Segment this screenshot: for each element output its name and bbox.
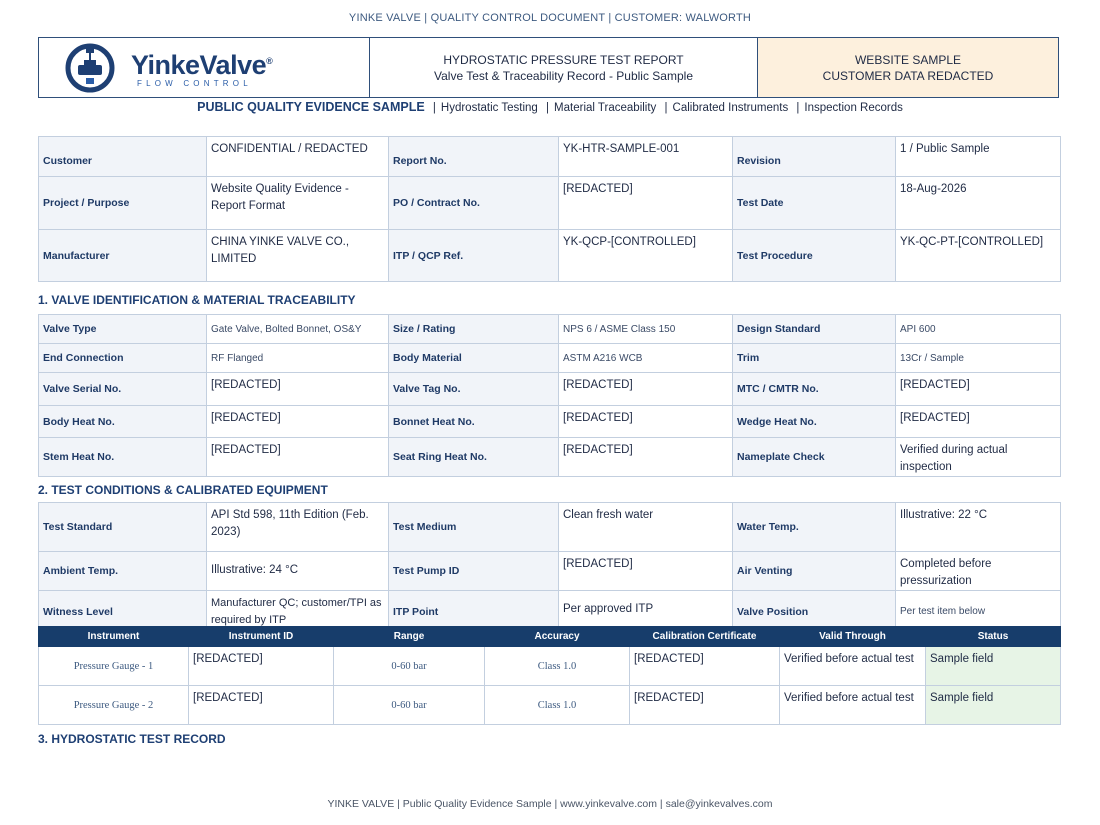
field-value: Per test item below	[896, 591, 1061, 633]
field-label: Valve Tag No.	[389, 373, 559, 406]
sample-notice-cell	[758, 38, 1058, 97]
field-label: PO / Contract No.	[389, 177, 559, 230]
logo-text	[131, 47, 272, 88]
field-value: [REDACTED]	[559, 552, 733, 591]
status-cell: Sample field	[926, 647, 1061, 686]
logo-cell	[39, 38, 370, 97]
field-label: Seat Ring Heat No.	[389, 438, 559, 477]
field-value: [REDACTED]	[896, 406, 1061, 438]
subline-item: Material Traceability	[554, 102, 657, 114]
table-row	[39, 647, 1061, 686]
document-topline: YINKE VALVE | QUALITY CONTROL DOCUMENT | CUSTOMER: WALWORTH	[348, 12, 752, 24]
field-label: Test Medium	[389, 503, 559, 552]
test-conditions-table	[38, 502, 1061, 633]
instrument-accuracy: Class 1.0	[485, 647, 630, 686]
valid-through: Verified before actual test	[780, 686, 926, 725]
report-title: HYDROSTATIC PRESSURE TEST REPORT	[443, 52, 684, 67]
field-label: Test Pump ID	[389, 552, 559, 591]
field-label: Valve Type	[39, 315, 207, 344]
field-value: [REDACTED]	[559, 438, 733, 477]
subline-item: Inspection Records	[804, 102, 903, 114]
field-value: [REDACTED]	[559, 177, 733, 230]
field-value: Clean fresh water	[559, 503, 733, 552]
field-value: [REDACTED]	[207, 438, 389, 477]
column-header: Calibration Certificate	[630, 627, 780, 647]
field-label: Manufacturer	[39, 230, 207, 282]
column-header: Instrument ID	[189, 627, 334, 647]
field-label: Report No.	[389, 137, 559, 177]
column-header: Range	[334, 627, 485, 647]
field-value: Website Quality Evidence - Report Format	[207, 177, 389, 230]
field-label: Witness Level	[39, 591, 207, 633]
field-value: API 600	[896, 315, 1061, 344]
table-row	[39, 230, 1061, 282]
field-label: Ambient Temp.	[39, 552, 207, 591]
field-label: Body Heat No.	[39, 406, 207, 438]
field-value: 13Cr / Sample	[896, 344, 1061, 373]
field-label: Revision	[733, 137, 896, 177]
section-3-title: 3. HYDROSTATIC TEST RECORD	[38, 732, 226, 746]
brand-tagline: FLOW CONTROL	[137, 79, 252, 88]
field-value: [REDACTED]	[207, 373, 389, 406]
field-label: ITP Point	[389, 591, 559, 633]
column-header: Instrument	[39, 627, 189, 647]
field-label: Wedge Heat No.	[733, 406, 896, 438]
calibration-certificate: [REDACTED]	[630, 686, 780, 725]
calibration-certificate: [REDACTED]	[630, 647, 780, 686]
instrument-name: Pressure Gauge - 1	[39, 647, 189, 686]
field-label: Nameplate Check	[733, 438, 896, 477]
field-value: [REDACTED]	[896, 373, 1061, 406]
table-row	[39, 503, 1061, 552]
field-label: MTC / CMTR No.	[733, 373, 896, 406]
field-label: Test Standard	[39, 503, 207, 552]
field-label: Bonnet Heat No.	[389, 406, 559, 438]
separator: |	[546, 102, 550, 114]
sample-notice-line-1: WEBSITE SAMPLE	[854, 52, 962, 67]
field-value: Per approved ITP	[559, 591, 733, 633]
instrument-id: [REDACTED]	[189, 647, 334, 686]
field-value: Verified during actual inspection	[896, 438, 1061, 477]
section-2-title: 2. TEST CONDITIONS & CALIBRATED EQUIPMENT	[38, 483, 328, 497]
brand-name: YinkeValve®	[131, 50, 273, 80]
registered-mark: ®	[266, 56, 273, 66]
page-footer: YINKE VALVE | Public Quality Evidence Sample | www.yinkevalve.com | sale@yinkevalves.com	[327, 798, 773, 810]
field-value: YK-HTR-SAMPLE-001	[559, 137, 733, 177]
title-cell	[370, 38, 758, 97]
field-value: 1 / Public Sample	[896, 137, 1061, 177]
separator: |	[796, 102, 800, 114]
instrument-name: Pressure Gauge - 2	[39, 686, 189, 725]
report-subtitle: Valve Test & Traceability Record - Public Sample	[433, 68, 693, 83]
field-value: [REDACTED]	[559, 373, 733, 406]
field-label: ITP / QCP Ref.	[389, 230, 559, 282]
field-value: Illustrative: 22 °C	[896, 503, 1061, 552]
sample-notice-line-2: CUSTOMER DATA REDACTED	[822, 68, 994, 83]
field-value: Illustrative: 24 °C	[207, 552, 389, 591]
field-label: Test Procedure	[733, 230, 896, 282]
field-label: Stem Heat No.	[39, 438, 207, 477]
valve-logo-icon	[65, 43, 123, 93]
instrument-id: [REDACTED]	[189, 686, 334, 725]
field-label: Project / Purpose	[39, 177, 207, 230]
field-label: Valve Position	[733, 591, 896, 633]
table-row	[39, 438, 1061, 477]
field-value: YK-QCP-[CONTROLLED]	[559, 230, 733, 282]
field-value: ASTM A216 WCB	[559, 344, 733, 373]
field-label: Design Standard	[733, 315, 896, 344]
field-value: Manufacturer QC; customer/TPI as required by ITP	[207, 591, 389, 633]
table-row	[39, 137, 1061, 177]
field-value: API Std 598, 11th Edition (Feb. 2023)	[207, 503, 389, 552]
separator: |	[664, 102, 668, 114]
field-label: Trim	[733, 344, 896, 373]
evidence-subline	[0, 100, 1100, 114]
field-value: RF Flanged	[207, 344, 389, 373]
field-value: CONFIDENTIAL / REDACTED	[207, 137, 389, 177]
field-label: Air Venting	[733, 552, 896, 591]
table-row	[39, 552, 1061, 591]
instrument-range: 0-60 bar	[334, 647, 485, 686]
instrument-accuracy: Class 1.0	[485, 686, 630, 725]
field-label: Valve Serial No.	[39, 373, 207, 406]
report-header	[38, 37, 1059, 98]
valid-through: Verified before actual test	[780, 647, 926, 686]
field-label: Customer	[39, 137, 207, 177]
status-cell: Sample field	[926, 686, 1061, 725]
field-value: Gate Valve, Bolted Bonnet, OS&Y	[207, 315, 389, 344]
column-header: Status	[926, 627, 1061, 647]
field-label: Test Date	[733, 177, 896, 230]
subline-lead: PUBLIC QUALITY EVIDENCE SAMPLE	[197, 100, 425, 114]
table-row	[39, 406, 1061, 438]
section-1-title: 1. VALVE IDENTIFICATION & MATERIAL TRACEABILITY	[38, 293, 356, 307]
field-value: CHINA YINKE VALVE CO., LIMITED	[207, 230, 389, 282]
general-info-table	[38, 136, 1061, 282]
field-value: [REDACTED]	[207, 406, 389, 438]
field-label: Water Temp.	[733, 503, 896, 552]
instrument-range: 0-60 bar	[334, 686, 485, 725]
table-row	[39, 373, 1061, 406]
instrument-header-row	[39, 627, 1061, 647]
field-value: [REDACTED]	[559, 406, 733, 438]
table-row	[39, 686, 1061, 725]
field-label: Size / Rating	[389, 315, 559, 344]
subline-item: Calibrated Instruments	[672, 102, 789, 114]
table-row	[39, 344, 1061, 373]
field-value: YK-QC-PT-[CONTROLLED]	[896, 230, 1061, 282]
column-header: Valid Through	[780, 627, 926, 647]
column-header: Accuracy	[485, 627, 630, 647]
field-label: Body Material	[389, 344, 559, 373]
field-value: Completed before pressurization	[896, 552, 1061, 591]
subline-item: Hydrostatic Testing	[440, 102, 538, 114]
field-value: 18-Aug-2026	[896, 177, 1061, 230]
separator: |	[432, 102, 436, 114]
traceability-table	[38, 314, 1061, 477]
table-row	[39, 177, 1061, 230]
table-row	[39, 315, 1061, 344]
field-label: End Connection	[39, 344, 207, 373]
instrument-table	[38, 626, 1061, 725]
field-value: NPS 6 / ASME Class 150	[559, 315, 733, 344]
